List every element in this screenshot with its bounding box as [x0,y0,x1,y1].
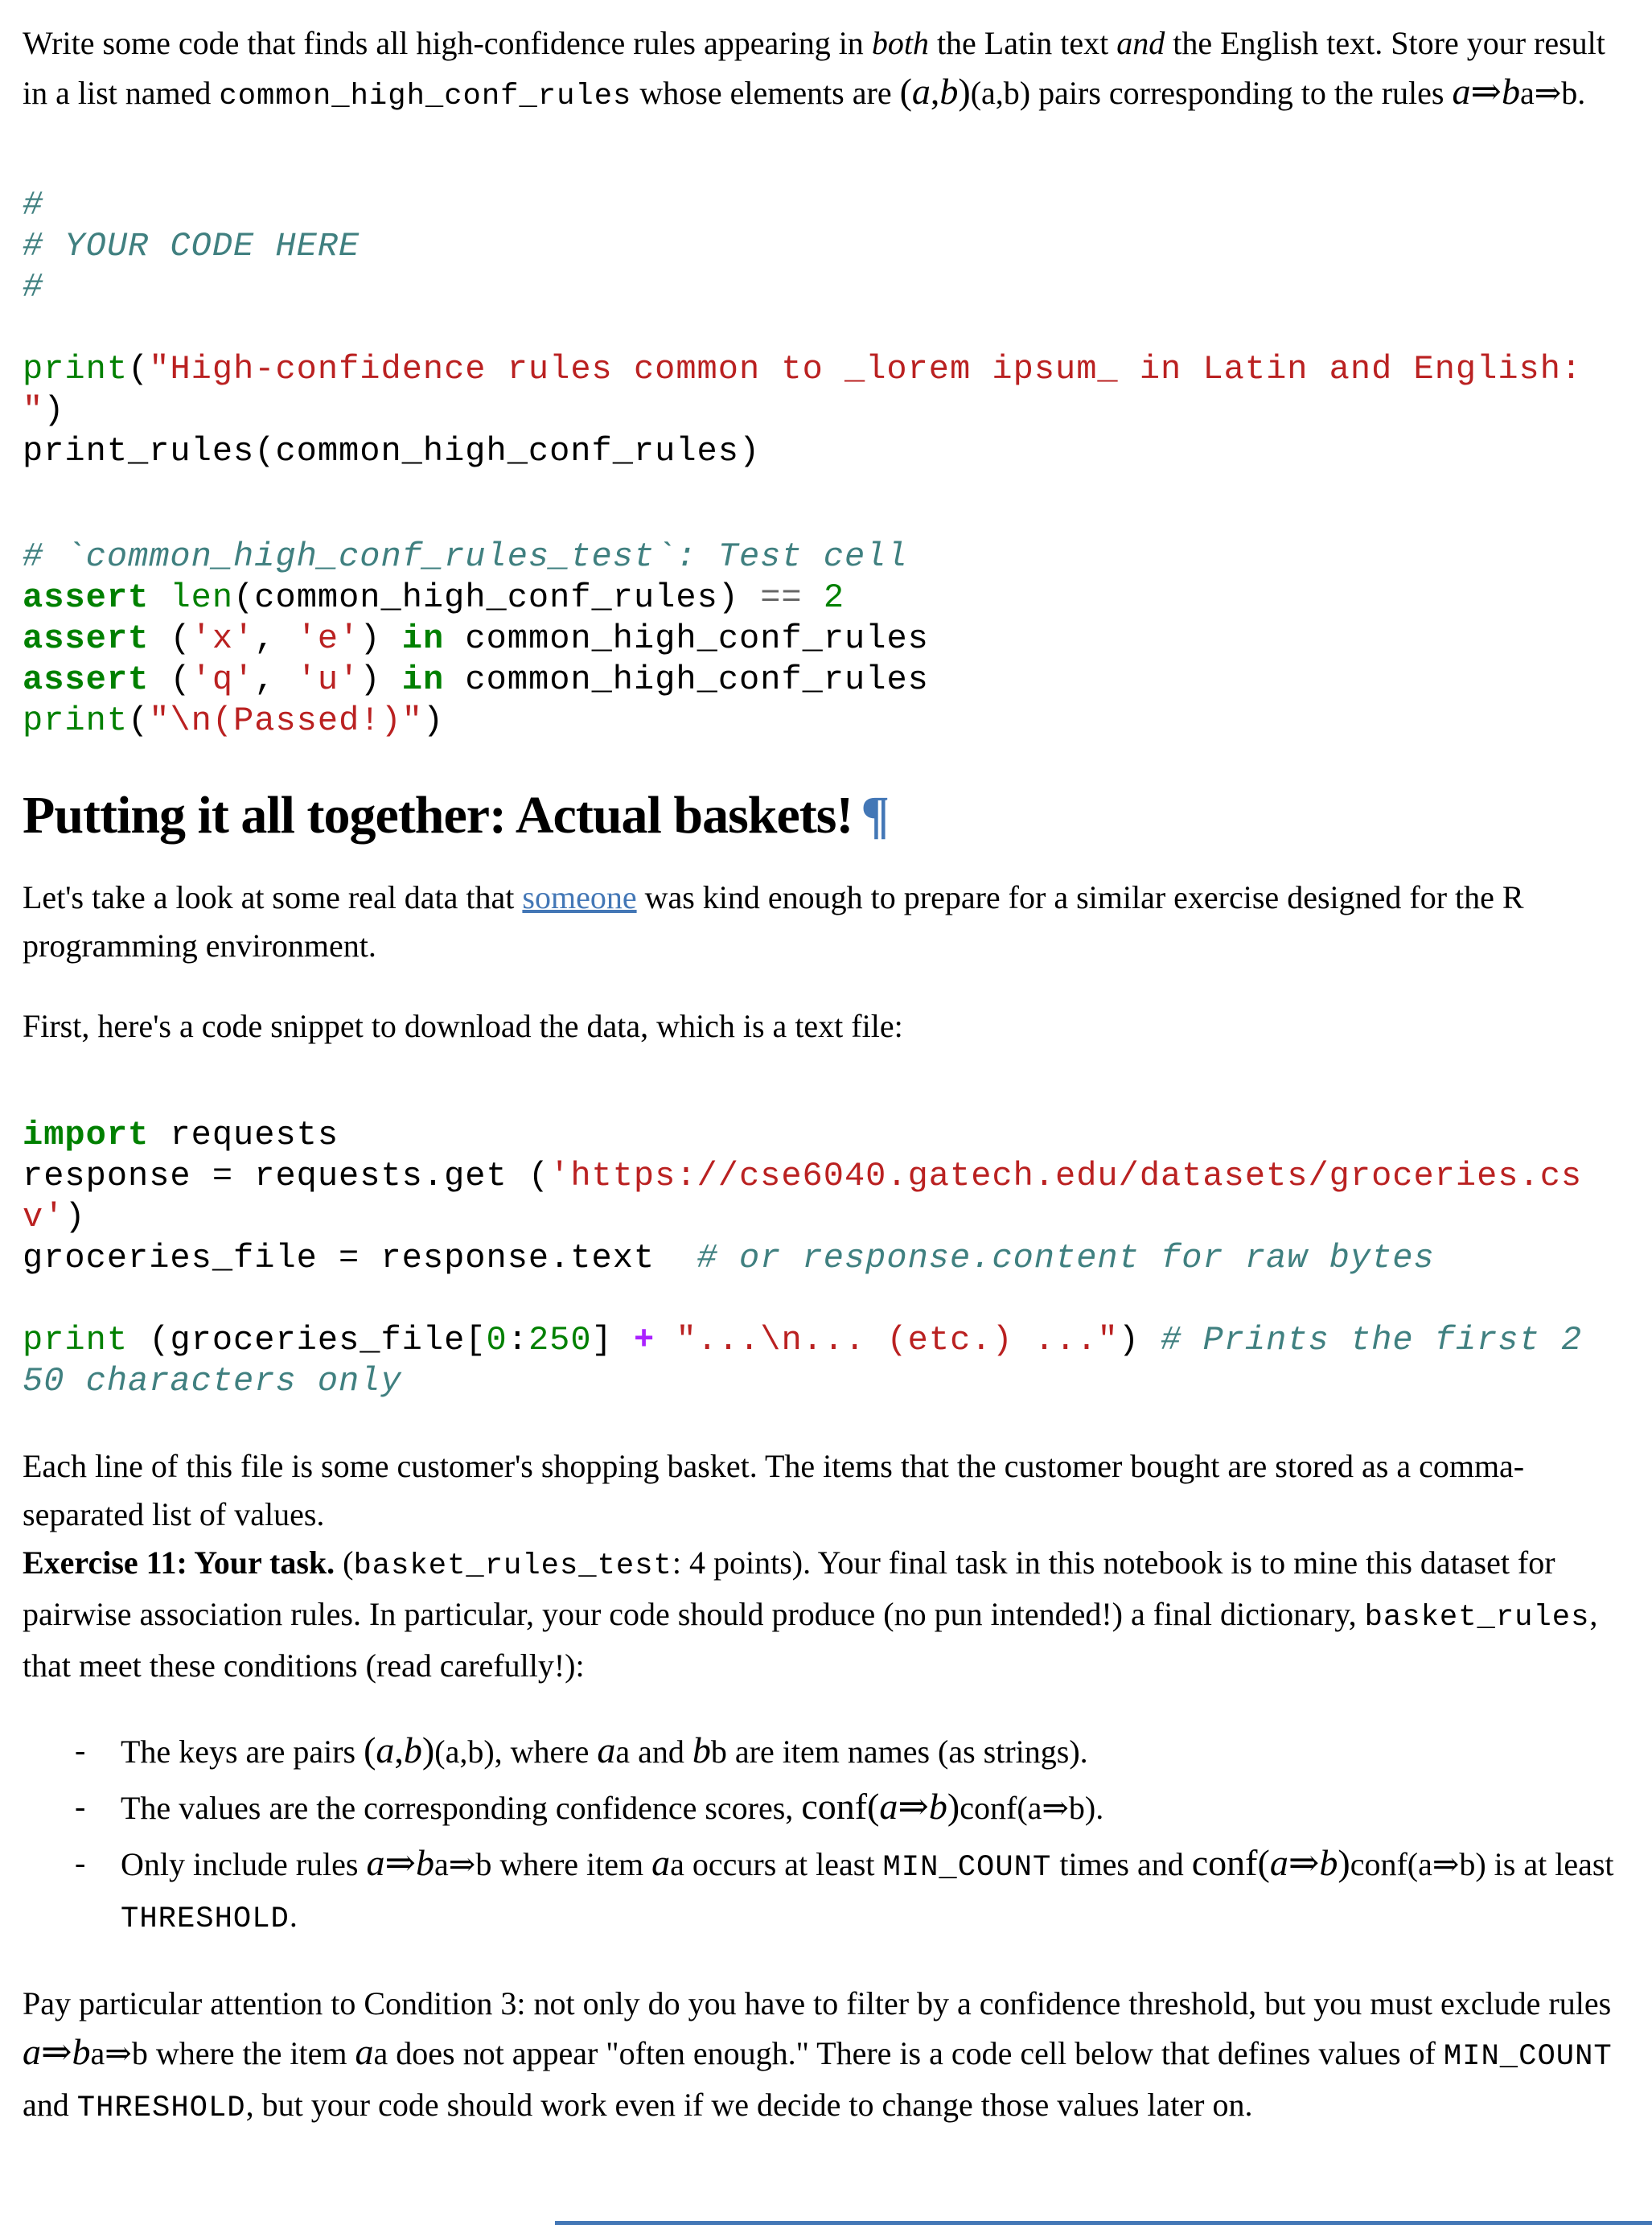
code-token: "\n(Passed!)" [149,701,423,740]
text-run: THRESHOLD [76,2091,246,2125]
text-run: where item [491,1846,652,1882]
text-run: , but your code should work even if we decide to change those values later on. [245,2087,1253,2123]
code-token: requests [149,1116,339,1154]
code-token: ) [43,391,65,430]
text-run: and [630,1734,692,1770]
code-token: 'x' [191,619,255,658]
code-token: in [401,660,445,699]
text-run: ( [364,1729,376,1771]
code-token: , [254,660,297,699]
text-run: and [1116,25,1165,61]
section-heading [23,782,1618,849]
text-run: , [394,1729,404,1771]
text-run: where the item [147,2035,355,2071]
someone-link[interactable]: someone [522,879,637,915]
code-cell-solution [23,185,1618,472]
code-token: 'https://cse6040.gatech.edu/datasets/groceries.cs [549,1157,1583,1195]
text-run: times and [1051,1846,1192,1882]
code-line [23,185,1618,226]
text-run: basket_rules [1364,1601,1590,1635]
text-run: b [72,2031,91,2072]
text-run: b [416,1842,435,1883]
text-run: Only include rules [121,1846,367,1882]
condition-item [23,1839,1618,1943]
text-run: is at least [1486,1846,1614,1882]
text-run: the English text. Store your result in a list named [23,25,1605,111]
text-run: conf( [1191,1842,1270,1883]
code-token: 'e' [296,619,360,658]
text-run: ) [1338,1842,1350,1883]
text-run: does not appear "often enough." There is a code cell below that defines values of [388,2035,1444,2071]
code-token: print [23,1321,129,1359]
text-run: ( [335,1544,354,1581]
code-line [23,1279,1618,1320]
text-run: a [1452,71,1471,112]
code-token: assert [23,619,150,658]
attention-paragraph [23,1980,1618,2132]
text-run: , that meet these conditions (read carefully!): [23,1596,1598,1684]
code-cell-download [23,1115,1618,1402]
text-run: and [23,2087,77,2123]
code-token: in [401,619,445,658]
code-line [23,701,1618,742]
text-run: Let's take a look at some real data that [23,879,523,915]
text-run: are item names (as strings). [726,1734,1088,1770]
code-token [803,578,824,617]
text-run: b [403,1729,422,1771]
text-run: both [871,25,929,61]
code-token: , [254,619,297,658]
code-cell-test [23,537,1618,742]
text-run: . [1095,1790,1104,1826]
text-run: . [1577,75,1586,111]
code-token: import [23,1116,150,1154]
text-run: The values are the corresponding confidence scores, [121,1790,802,1826]
code-token: v' [23,1198,65,1236]
code-line [23,390,1618,431]
text-run: occurs at least [684,1846,883,1882]
code-token: groceries_file = response.text [23,1239,697,1277]
text-run: whose elements are [631,75,900,111]
text-run: conf(a⇒b) [1350,1846,1486,1882]
code-token: 250 [528,1321,592,1359]
code-token: 50 characters only [23,1362,402,1400]
code-token: + [634,1321,655,1359]
text-run: a [373,2035,388,2071]
code-token: # Prints the first 2 [1161,1321,1583,1359]
text-run: Exercise 11: Your task. [23,1544,335,1581]
code-token: 2 [823,578,845,617]
text-run: ) [958,71,971,112]
code-line [23,1156,1618,1197]
code-line [23,1320,1618,1361]
text-run: THRESHOLD [121,1902,290,1936]
code-line [23,1115,1618,1156]
text-run: was kind enough to prepare for a similar exercise designed for the R programming environment. [23,879,1524,964]
code-line [23,619,1618,660]
code-token: : [507,1321,528,1359]
text-run: b [1319,1842,1338,1883]
list-bullet-marker: - [75,1845,86,1881]
text-run: ⇒ [898,1786,929,1827]
text-run: a [1269,1842,1288,1883]
list-bullet-marker: - [75,1732,86,1768]
code-line [23,537,1618,578]
code-token: ( [149,619,191,658]
text-run: Each line of this file is some customer's shopping basket. The items that the customer bought are stored as a comma-separated list of values. [23,1448,1525,1532]
code-line [23,349,1618,390]
text-run: ) [421,1729,435,1771]
text-run: common_high_conf_rules [219,80,632,113]
text-run: a [670,1846,684,1882]
code-token: ) [360,660,402,699]
code-token: " [23,391,44,430]
code-line [23,308,1618,349]
code-token: ) [64,1198,86,1236]
text-run: a [355,2031,374,2072]
code-token: ( [128,701,150,740]
text-run: The keys are pairs [121,1734,364,1770]
code-token: ) [360,619,402,658]
text-run: b [692,1729,711,1771]
code-token: "High-confidence rules common to _lorem ipsum_ in Latin and English: [149,350,1583,389]
code-token: assert [23,578,150,617]
code-token: (common_high_conf_rules) [233,578,761,617]
text-run: conf(a⇒b) [960,1790,1096,1826]
exercise-11-paragraph [23,1539,1618,1690]
text-run: conf( [801,1786,880,1827]
code-token: print [23,701,129,740]
condition-item [23,1783,1618,1832]
text-run: , [930,71,940,112]
code-line [23,578,1618,619]
code-token: common_high_conf_rules [444,619,929,658]
code-line [23,1361,1618,1402]
text-run: the Latin text [928,25,1117,61]
text-run: a⇒b [434,1846,492,1882]
text-run: b [928,1786,947,1827]
text-run: pairs corresponding to the rules [1030,75,1453,111]
code-token: # YOUR CODE HERE [23,227,360,265]
text-run: a [879,1786,898,1827]
text-run: First, here's a code snippet to download the data, which is a text file: [23,1008,903,1044]
code-token: "...\n... (etc.) ..." [676,1321,1119,1359]
text-run: a [597,1729,616,1771]
text-run: MIN_COUNT [882,1851,1052,1885]
text-run: ⇒ [41,2031,72,2072]
code-token: 0 [486,1321,508,1359]
text-run: (a,b) [434,1734,495,1770]
text-run: a⇒b [90,2035,148,2071]
code-line [23,431,1618,472]
text-run: ⇒ [384,1842,417,1883]
code-token [655,1321,676,1359]
text-run: , where [494,1734,598,1770]
code-token: (groceries_file[ [128,1321,487,1359]
text-run: Putting it all together: Actual baskets! [23,786,853,845]
text-run: a⇒b [1520,75,1578,111]
code-line [23,226,1618,267]
condition-item [23,1726,1618,1776]
code-token: # [23,186,44,224]
code-token: common_high_conf_rules [444,660,929,699]
text-run: a [366,1842,385,1883]
text-run: a [911,71,931,112]
text-run: b [710,1734,727,1770]
text-run: MIN_COUNT [1443,2040,1613,2074]
code-token: print_rules(common_high_conf_rules) [23,432,761,471]
code-token: response = requests.get ( [23,1157,550,1195]
code-token: 'q' [191,660,255,699]
code-token [149,578,170,617]
code-token: 'u' [296,660,360,699]
code-token: ) [422,701,445,740]
text-run: . [289,1898,298,1934]
text-run: basket_rules_test [353,1549,672,1583]
bottom-divider [555,2221,1652,2225]
code-line [23,267,1618,308]
pilcrow-anchor[interactable]: ¶ [861,786,890,845]
code-token: # [23,268,44,306]
text-run: Pay particular attention to Condition 3: not only do you have to filter by a confidence threshold, but you must exclude rules [23,1985,1612,2021]
code-token: # or response.content for raw bytes [697,1239,1435,1277]
code-line [23,660,1618,701]
intro-paragraph [23,19,1618,121]
text-run: b [1502,71,1521,112]
code-token: ( [149,660,191,699]
code-token: print [23,350,129,389]
text-run: (a,b) [970,75,1031,111]
code-line [23,1238,1618,1279]
file-format-paragraph [23,1442,1618,1539]
download-snippet-paragraph [23,1002,1618,1051]
code-token: ) [1118,1321,1161,1359]
text-run: ⇒ [1288,1842,1320,1883]
text-run: a [376,1729,395,1771]
real-data-paragraph [23,874,1618,970]
code-token: # `common_high_conf_rules_test`: Test cell [23,537,908,576]
code-token: assert [23,660,150,699]
text-run: : 4 points). Your final task in this notebook is to mine this dataset for pairwise association rules. In particular, your code should produce (no pun intended!) a final dictionary, [23,1544,1555,1632]
text-run: a [651,1842,671,1883]
text-run: Write some code that finds all high-confidence rules appearing in [23,25,872,61]
code-token: ( [128,350,150,389]
text-run: a [23,2031,41,2072]
text-run: ) [947,1786,960,1827]
text-run: ⇒ [1470,71,1502,112]
list-bullet-marker: - [75,1788,86,1824]
text-run: a [615,1734,631,1770]
code-token: ] [591,1321,634,1359]
code-token: len [170,578,234,617]
conditions-list [23,1726,1618,1943]
text-run: b [939,71,959,112]
code-line [23,1197,1618,1238]
text-run: ( [899,71,912,112]
code-token: == [760,578,803,617]
